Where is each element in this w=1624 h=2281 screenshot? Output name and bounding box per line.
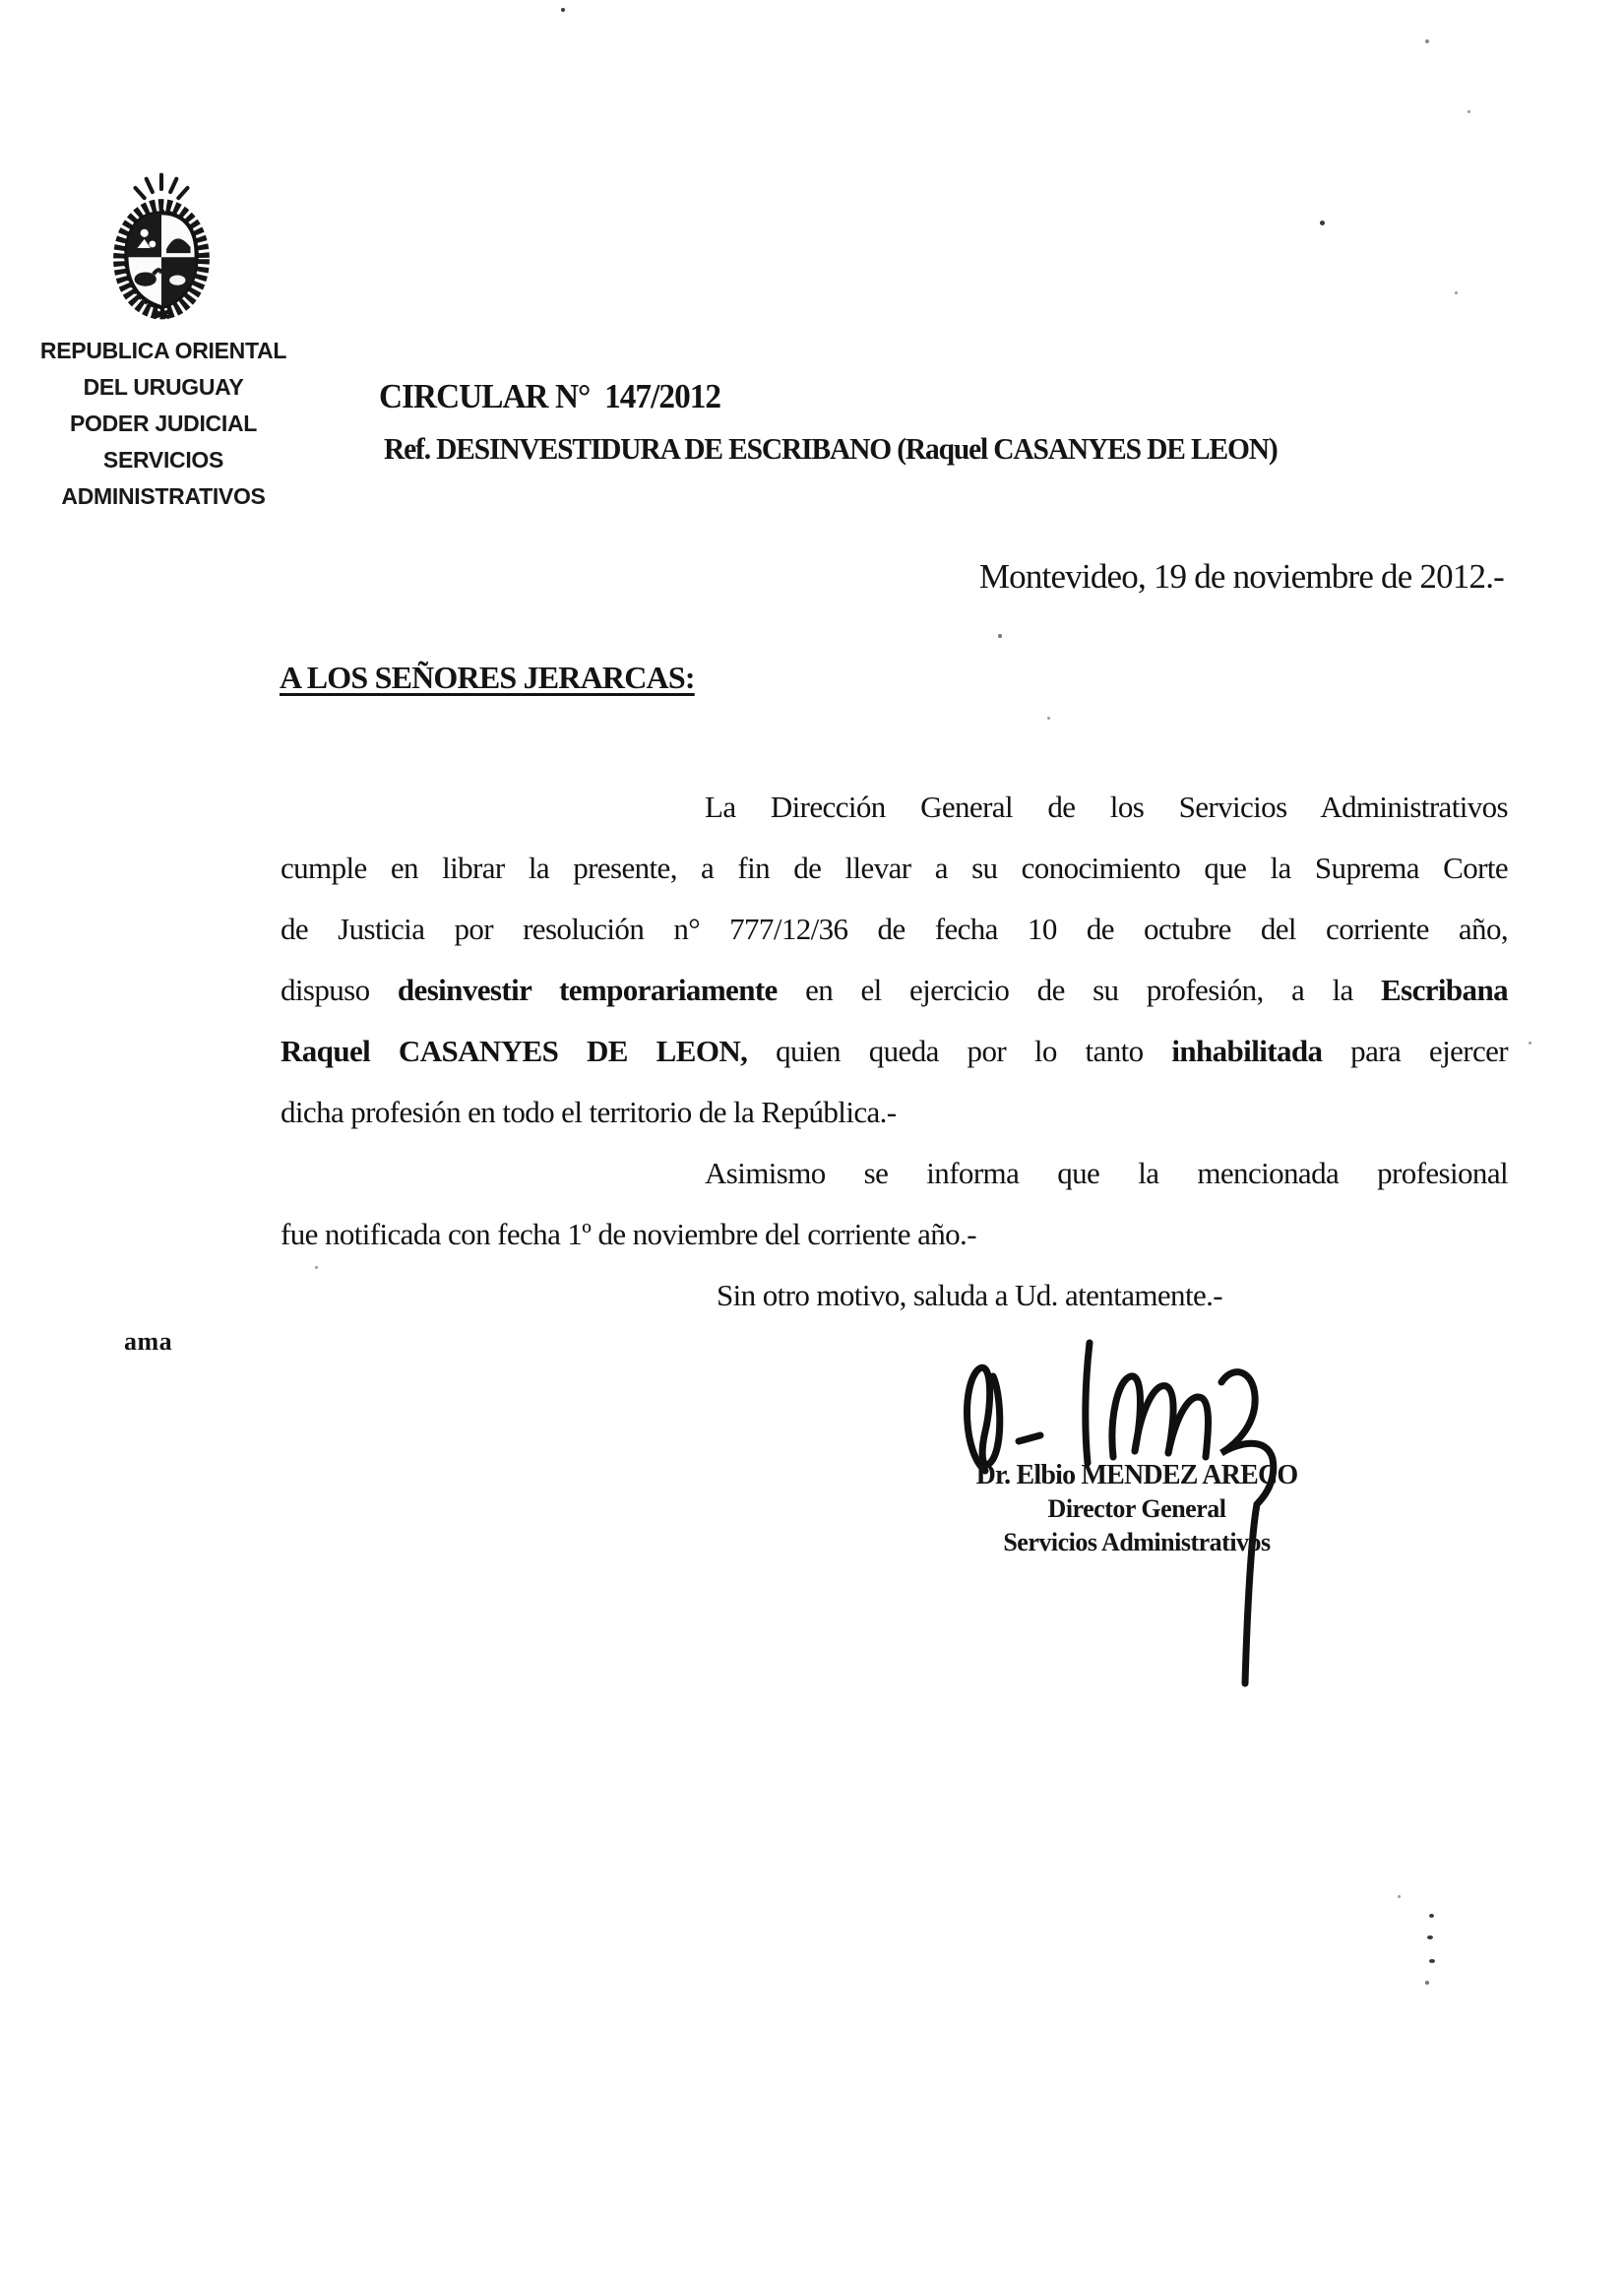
body-line: La Dirección General de los Servicios Administrativos [705, 790, 1508, 824]
body-line: fue notificada con fecha 1º de noviembre del corriente año.- [281, 1217, 976, 1251]
body-line: Sin otro motivo, saluda a Ud. atentamente.- [717, 1278, 1222, 1312]
scan-speck [1425, 39, 1429, 43]
signer-department: Servicios Administrativos [1003, 1528, 1271, 1556]
letterhead-line: SERVICIOS [102, 447, 224, 473]
body-line: dispuso desinvestir temporariamente en el ejercicio de su profesión, a la Escribana [281, 973, 1508, 1007]
typist-initials: ama [124, 1327, 173, 1356]
salutation: A LOS SEÑORES JERARCAS: [280, 660, 695, 695]
scan-speck [1425, 1981, 1429, 1985]
body-line: dicha profesión en todo el territorio de la República.- [281, 1095, 897, 1129]
letterhead-line: ADMINISTRATIVOS [61, 483, 266, 509]
letterhead [22, 333, 305, 515]
letterhead-line: REPUBLICA ORIENTAL [39, 338, 287, 363]
scan-speck [315, 1266, 318, 1269]
scan-speck [1429, 1959, 1435, 1963]
scan-speck [998, 634, 1002, 638]
circular-number: CIRCULAR N° 147/2012 [379, 377, 721, 415]
signer-title: Director General [1047, 1494, 1226, 1523]
scan-speck [1468, 110, 1470, 113]
signature-block [925, 1459, 1348, 1559]
scan-speck [1047, 717, 1050, 720]
reference-line: Ref. DESINVESTIDURA DE ESCRIBANO (Raquel CASANYES DE LEON) [384, 431, 1278, 466]
signer-name: Dr. Elbio MENDEZ ARECO [975, 1460, 1298, 1490]
letterhead-line: PODER JUDICIAL [69, 411, 258, 436]
scan-speck [1529, 1042, 1531, 1045]
uruguay-coat-of-arms-icon [106, 169, 217, 323]
scan-speck [1455, 291, 1458, 294]
scan-speck [1427, 1935, 1433, 1939]
scan-speck [1398, 1895, 1401, 1898]
scan-speck [561, 8, 565, 12]
scan-speck [1320, 221, 1325, 225]
scan-speck [1429, 1914, 1434, 1918]
body-text [281, 777, 1508, 1326]
body-line: de Justicia por resolución n° 777/12/36 de fecha 10 de octubre del corriente año, [281, 912, 1508, 946]
body-line: Raquel CASANYES DE LEON, quien queda por lo tanto inhabilitada para ejercer [281, 1034, 1509, 1068]
body-line: Asimismo se informa que la mencionada profesional [705, 1156, 1508, 1190]
letterhead-line: DEL URUGUAY [83, 374, 244, 400]
body-line: cumple en librar la presente, a fin de llevar a su conocimiento que la Suprema Corte [281, 851, 1508, 885]
dateline: Montevideo, 19 de noviembre de 2012.- [978, 557, 1504, 596]
